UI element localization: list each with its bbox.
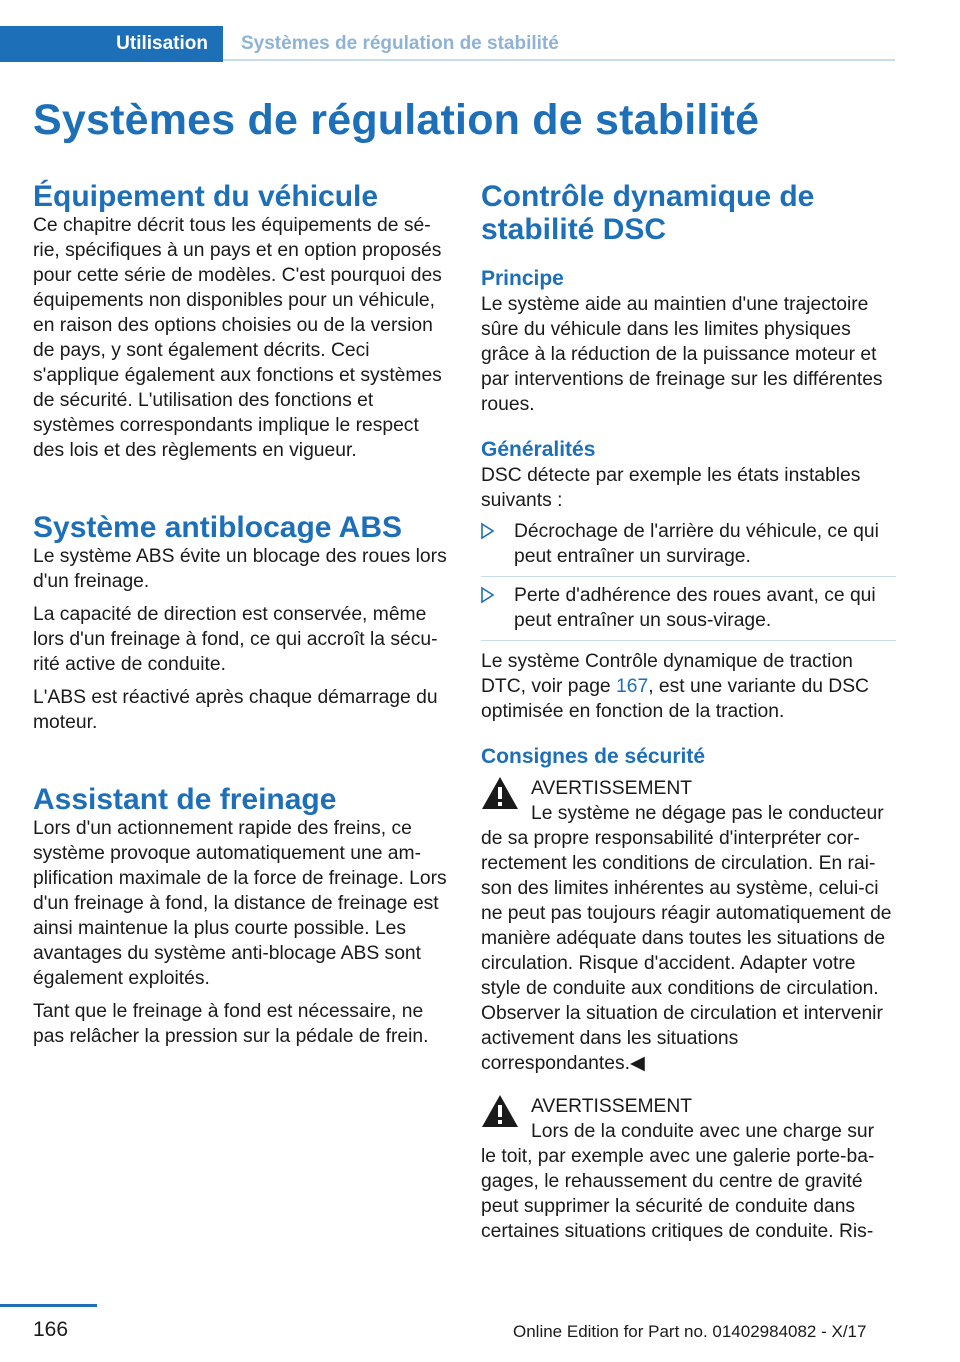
warning-text-first: Lors de la conduite avec une charge sur [531, 1121, 874, 1142]
left-column [33, 180, 448, 1049]
equipment-text: Ce chapitre décrit tous les équipements de série, spécifiques à un pays et en option proposés pour cette série de modèles. C'est pourquoi des équipements non disponibles pour un véhicule, en raison des options choisies ou de la version de pays, y sont également décrits. Ceci s'applique également aux fonctions et systèmes de sécurité. L'utilisation des fonctions et systèmes correspondants implique le respect des lois et des règlements en vigueur. [33, 215, 442, 461]
edition-label: Online Edition for Part no. 01402984082 - X/17 [513, 1322, 867, 1341]
breadcrumb[interactable]: Systèmes de régulation de stabilité [241, 33, 559, 54]
warning-heading: AVERTISSEMENT [531, 778, 693, 799]
triangle-bullet-icon [481, 522, 495, 540]
page-link[interactable]: 167 [616, 676, 649, 697]
list-item: Décrochage de l'arrière du véhicule, ce qui peut entraîner un survirage. [481, 513, 896, 577]
warning-block-1 [481, 776, 896, 1076]
abs-paragraph-3: L'ABS est réactivé après chaque démarrage du moteur. [33, 687, 438, 733]
general-text: DSC détecte par exemple les états instables suivants : [481, 465, 861, 511]
warning-heading: AVERTISSEMENT [531, 1096, 693, 1117]
footer-divider [0, 1304, 97, 1307]
list-item: Perte d'adhérence des roues avant, ce qui peut entraîner un sous-virage. [481, 577, 896, 641]
section-title-abs: Système antiblocage ABS [33, 511, 403, 544]
page-number: 166 [33, 1318, 69, 1341]
instability-list [481, 513, 896, 641]
section-title-brake-assist: Assistant de freinage [33, 783, 337, 816]
subsection-title-general: Généralités [481, 438, 596, 461]
triangle-bullet-icon [481, 586, 495, 604]
header-divider [223, 59, 895, 61]
warning-text: le toit, par exemple avec une galerie porte-bagages, le rehaussement du centre de gravité peut supprimer la sécurité de conduite dans certaines situations critiques de conduite. Ris- [481, 1146, 875, 1242]
brake-paragraph-2: Tant que le freinage à fond est nécessaire, ne pas relâcher la pression sur la pédale de frein. [33, 1001, 429, 1047]
header-bar [0, 26, 895, 62]
principle-text: Le système aide au maintien d'une trajectoire sûre du véhicule dans les limites physiques grâce à la réduction de la puissance moteur et par interventions de freinage sur les différentes roues. [481, 294, 883, 415]
abs-paragraph-1: Le système ABS évite un blocage des roues lors d'un freinage. [33, 546, 447, 592]
warning-block-2 [481, 1094, 896, 1244]
warning-icon [481, 776, 519, 810]
subsection-title-principle: Principe [481, 267, 564, 290]
brake-paragraph-1: Lors d'un actionnement rapide des freins, ce système provoque automatiquement une amplification maximale de la force de freinage. Lors d'un freinage à fond, la distance de freinage est ainsi maintenue la plus courte possible. Les avantages du système anti-blocage ABS sont également exploités. [33, 818, 447, 989]
subsection-title-safety: Consignes de sécurité [481, 745, 706, 768]
section-tab[interactable]: Utilisation [0, 26, 223, 62]
dtc-paragraph: Le système Contrôle dynamique de traction DTC, voir page 167, est une variante du DSC optimisée en fonction de la traction. [481, 651, 869, 722]
section-title-equipment: Équipement du véhicule [33, 180, 379, 213]
right-column [481, 180, 896, 1244]
page-title: Systèmes de régulation de stabilité [33, 96, 760, 144]
abs-paragraph-2: La capacité de direction est conservée, même lors d'un freinage à fond, ce qui accroît la sécurité active de conduite. [33, 604, 438, 675]
section-title-dsc: Contrôle dynamique de stabilité DSC [481, 180, 815, 246]
warning-text-first: Le système ne dégage pas le conducteur [531, 803, 884, 824]
warning-icon [481, 1094, 519, 1128]
warning-text: de sa propre responsabilité d'interpréter correctement les conditions de circulation. En raison des limites inhérentes au système, celui-ci ne peut pas toujours réagir automatiquement de manière adéquate dans toutes les situations de circulation. Risque d'accident. Adapter votre style de conduite aux conditions de circulation. Observer la situation de circulation et intervenir activement dans les situations correspondantes.◀ [481, 828, 892, 1074]
